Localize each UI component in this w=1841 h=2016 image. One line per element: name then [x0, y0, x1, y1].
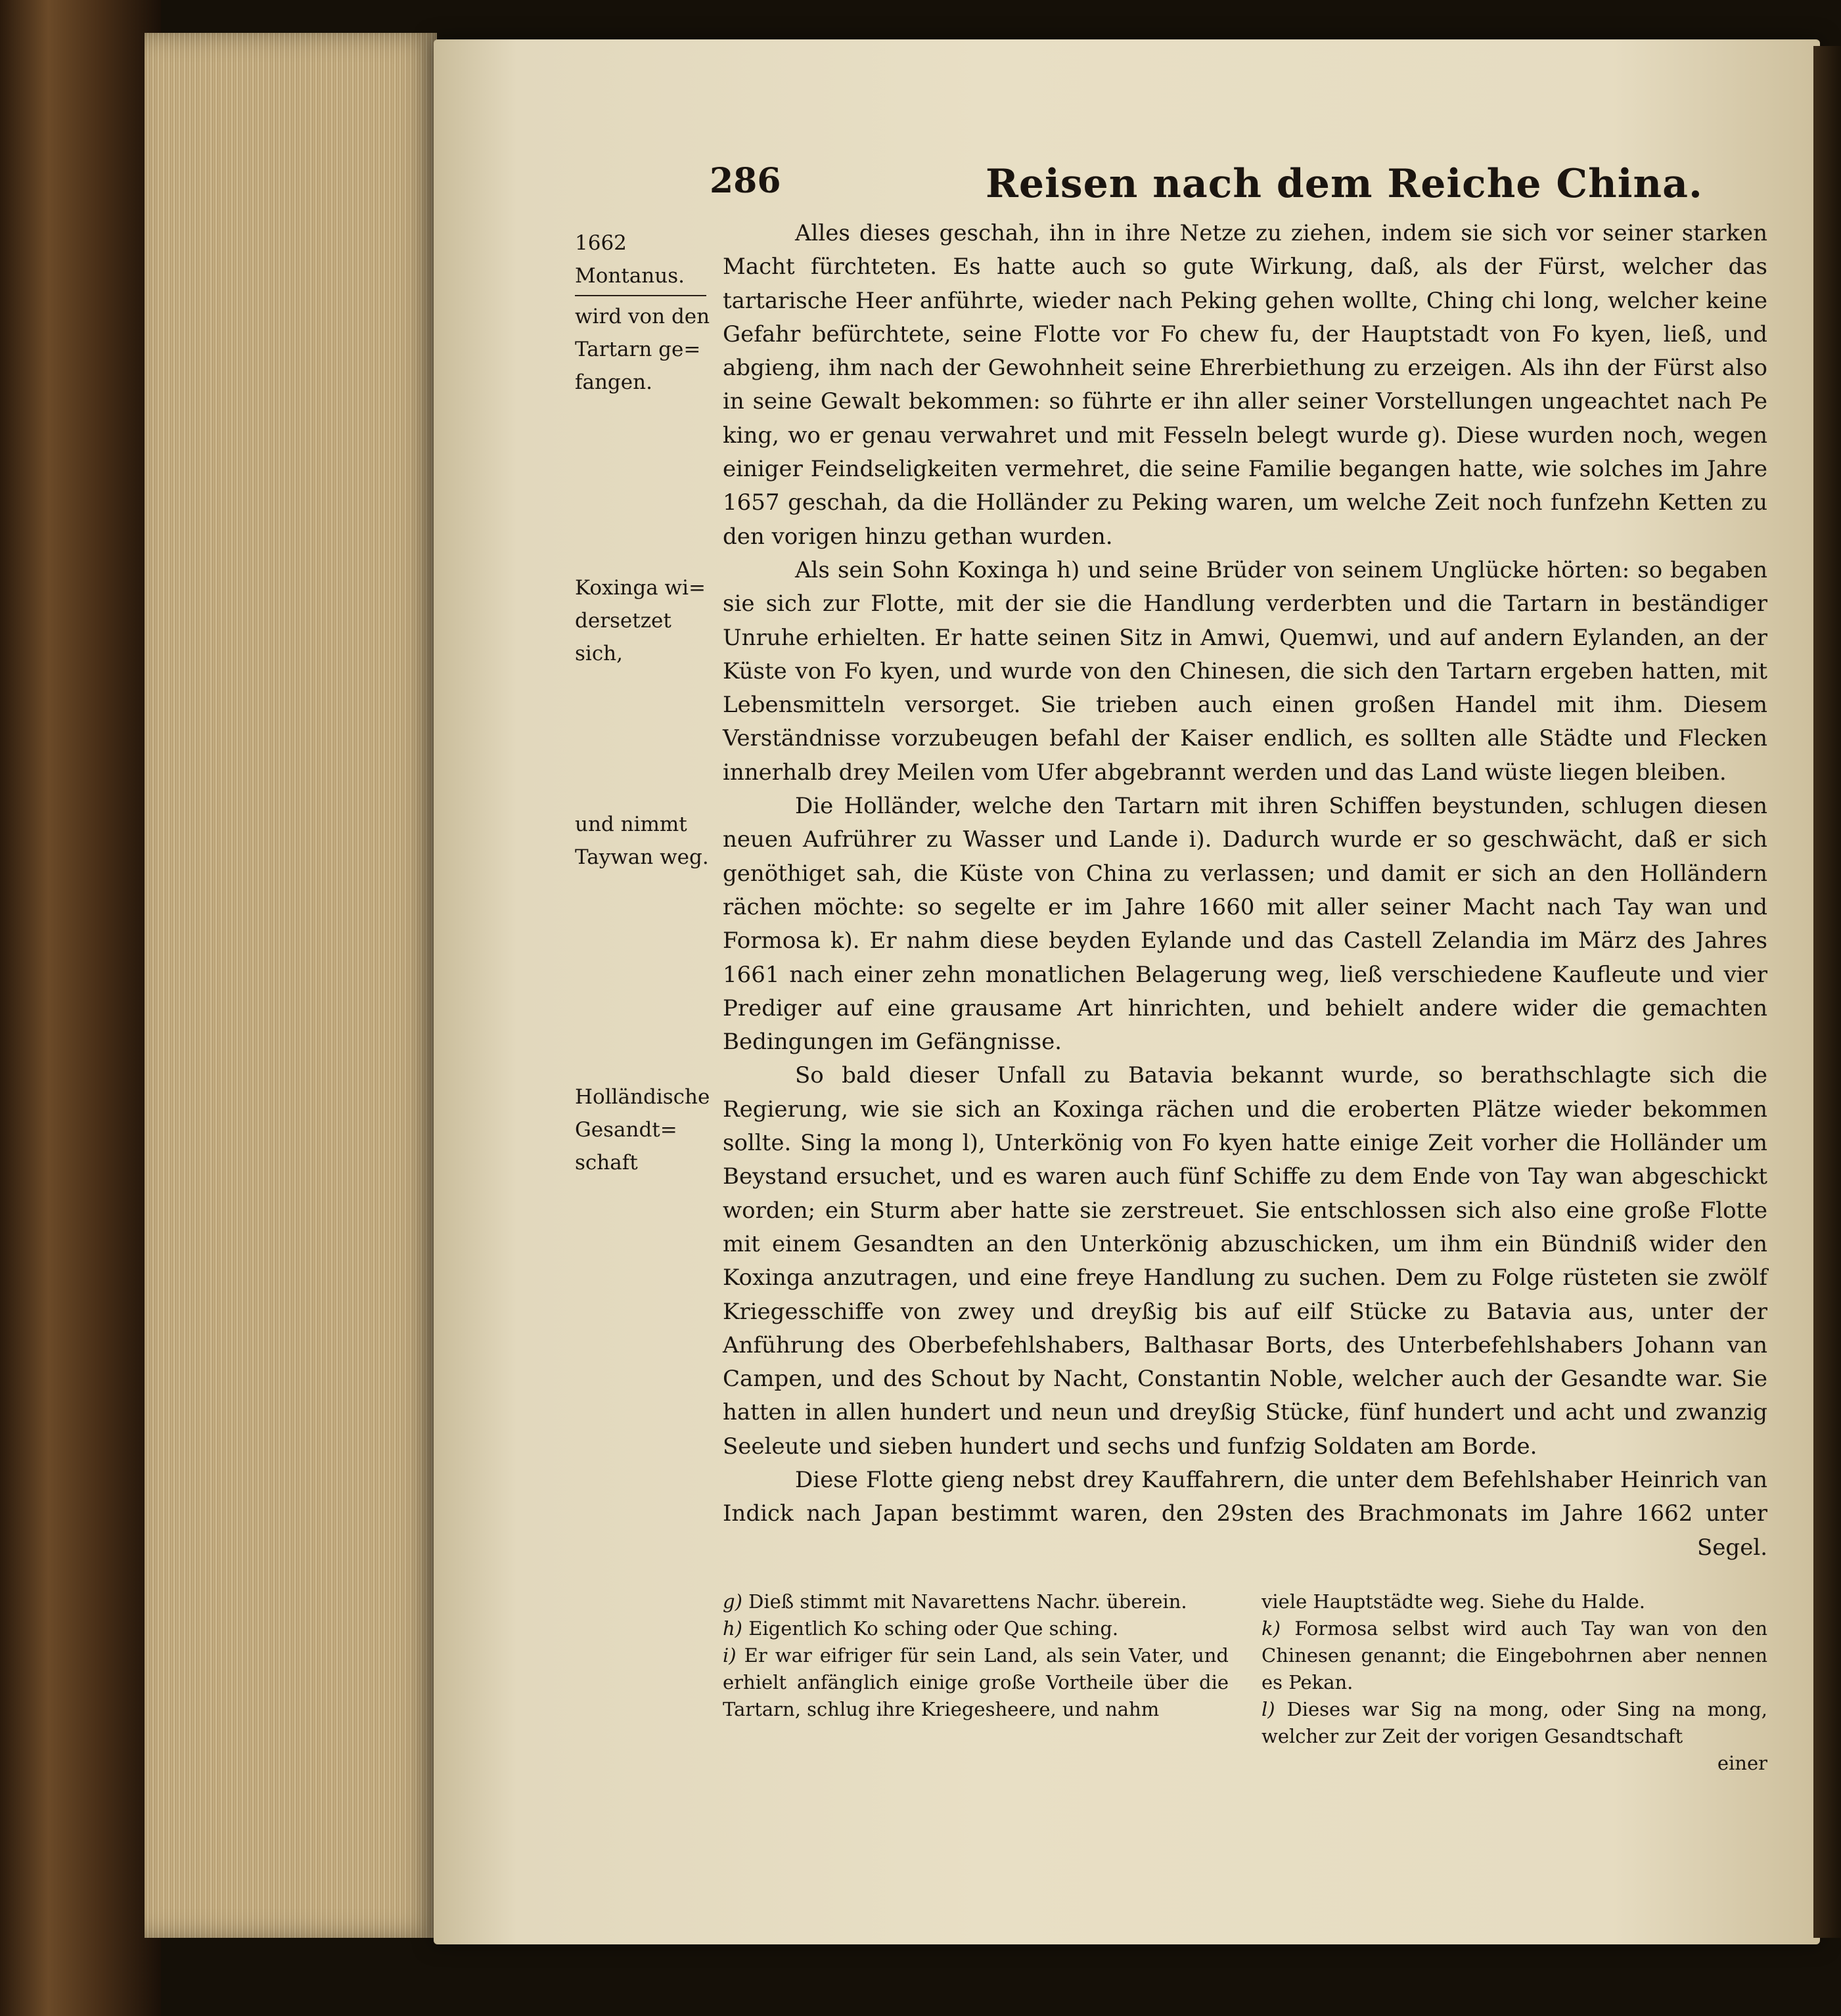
footnotes [723, 1588, 1768, 1774]
margin-note-line: wird von den [575, 305, 710, 328]
footnote-text: Er war eifriger für sein Land, als sein Vater, und erhielt anfänglich einige große Vortheile über die Tartarn, schlug ihre Kriegesheere, und nahm [723, 1644, 1229, 1720]
margin-note-taywan [575, 808, 713, 874]
catchword: einer [1717, 1752, 1767, 1774]
margin-note-line: Montanus. [575, 264, 685, 288]
margin-note-line: Taywan weg. [575, 845, 709, 869]
margin-divider [575, 295, 706, 296]
margin-note-line: Gesandt= [575, 1118, 677, 1142]
margin-note-line: fangen. [575, 370, 652, 394]
footnotes-right-column [1261, 1588, 1767, 1777]
facing-page-edge [1813, 46, 1841, 1938]
margin-note-line: schaft [575, 1151, 638, 1175]
margin-note-line: dersetzet sich, [575, 609, 671, 665]
margin-note-embassy [575, 1081, 713, 1179]
margin-note-koxinga [575, 571, 713, 670]
paragraph: Als sein Sohn Koxinga h) und seine Brüder von seinem Unglücke hörten: so begaben sie sich zur Flotte, mit der sie die Handlung verderbten und die Tartarn in beständiger Unruhe erhielten. Er hatte seinen Sitz in Amwi, Quemwi, und auf andern Eylanden, an der Küste von Fo kyen, und wurde von den Chinesen, die sich den Tartarn ergeben hatten, mit Lebensmitteln versorget. Sie trieben auch einen großen Handel mit ihm. Diesem Verständnisse vorzubeugen befahl der Kaiser endlich, es sollten alle Städte und Flecken innerhalb drey Meilen vom Ufer abgebrannt werden und das Land wüste liegen bleiben. [723, 556, 1767, 786]
footnote [1261, 1696, 1767, 1750]
margin-note-line: Koxinga wi= [575, 576, 706, 600]
footnote-mark: g) [723, 1590, 742, 1613]
running-title: Reisen nach dem Reiche China. [986, 161, 1703, 207]
footnote [723, 1588, 1229, 1615]
footnotes-left-column [723, 1588, 1229, 1723]
book-spine-edge [0, 0, 161, 2016]
footnote-mark: k) [1261, 1617, 1281, 1640]
page-number: 286 [710, 161, 781, 201]
margin-note-line: 1662 [575, 231, 627, 255]
margin-note-line: Holländische [575, 1085, 710, 1109]
footnote-text: Dieß stimmt mit Navarettens Nachr. überein. [748, 1590, 1187, 1613]
footnote-mark: i) [723, 1644, 737, 1667]
margin-note-line: Tartarn ge= [575, 338, 701, 361]
main-text [723, 217, 1767, 1603]
page-block-edges [145, 33, 437, 1938]
page-header [710, 161, 1774, 213]
margin-notes [575, 227, 713, 1212]
footnote [723, 1642, 1229, 1723]
paragraph: Diese Flotte gieng nebst drey Kauffahrern, die unter dem Befehlshaber Heinrich van Indick nach Japan bestimmt waren, den 29sten des Brachmonats im Jahre 1662 unter Segel. [723, 1466, 1767, 1561]
footnote-text: Eigentlich Ko sching oder Que sching. [748, 1617, 1119, 1640]
footnote-text: viele Hauptstädte weg. Siehe du Halde. [1261, 1590, 1645, 1613]
footnote [1261, 1588, 1767, 1615]
margin-note-line: und nimmt [575, 813, 687, 836]
margin-note-captured [575, 300, 713, 399]
paragraph: Die Holländer, welche den Tartarn mit ihren Schiffen beystunden, schlugen diesen neuen Aufrührer zu Wasser und Lande i). Dadurch wurde er so geschwächt, daß er sich genöthiget sah, die Küste von China zu verlassen; und damit er sich an den Holländern rächen möchte: so segelte er im Jahre 1660 mit aller seiner Macht nach Tay wan und Formosa k). Er nahm diese beyden Eylande und das Castell Zelandia im März des Jahres 1661 nach einer zehn monatlichen Belagerung weg, ließ verschiedene Kaufleute und vier Prediger auf eine grausame Art hinrichten, und behielt andere wider die gemachten Bedingungen im Gefängnisse. [723, 793, 1767, 1056]
footnote-text: Dieses war Sig na mong, oder Sing na mong, welcher zur Zeit der vorigen Gesandtschaft [1261, 1698, 1768, 1747]
margin-note-year [575, 227, 713, 300]
footnote [723, 1615, 1229, 1642]
footnote [1261, 1615, 1767, 1696]
footnote-mark: h) [723, 1617, 742, 1640]
paragraph: Alles dieses geschah, ihn in ihre Netze zu ziehen, indem sie sich vor seiner starken Macht fürchteten. Es hatte auch so gute Wirkung, daß, als der Fürst, welcher das tartarische Heer anführte, wieder nach Peking gehen wollte, Ching chi long, welcher keine Gefahr befürchtete, seine Flotte vor Fo chew fu, der Hauptstadt von Fo kyen, ließ, und abgieng, ihm nach der Gewohnheit seine Ehrerbiethung zu erzeigen. Als ihn der Fürst also in seine Gewalt bekommen: so führte er ihn aller seiner Vorstellungen ungeachtet nach Pe king, wo er genau verwahret und mit Fesseln belegt wurde g). Diese wurden noch, wegen einiger Feindseligkeiten vermehret, die seine Familie begangen hatte, wie solches im Jahre 1657 geschah, da die Holländer zu Peking waren, um welche Zeit noch funfzehn Ketten zu den vorigen hinzu gethan wurden. [723, 220, 1767, 550]
paragraph: So bald dieser Unfall zu Batavia bekannt wurde, so berathschlagte sich die Regierung, wie sie sich an Koxinga rächen und die eroberten Plätze wieder bekommen sollte. Sing la mong l), Unterkönig von Fo kyen hatte einige Zeit vorher die Holländer um Beystand ersuchet, und es waren auch fünf Schiffe zu dem Ende von Tay wan abgeschickt worden; ein Sturm aber hatte sie zerstreuet. Sie entschlossen sich also eine große Flotte mit einem Gesandten an den Unterkönig abzuschicken, um ihm ein Bündniß wider den Koxinga anzutragen, und eine freye Handlung zu suchen. Dem zu Folge rüsteten sie zwölf Kriegesschiffe von zwey und dreyßig bis auf eilf Stücke zu Batavia aus, unter der Anführung des Oberbefehlshabers, Balthasar Borts, des Unterbefehlshabers Johann van Campen, und des Schout by Nacht, Constantin Noble, welcher auch der Gesandte war. Sie hatten in allen hundert und neun und dreyßig Stücke, fünf hundert und acht und zwanzig Seeleute und sieben hundert und sechs und funfzig Soldaten am Borde. [723, 1062, 1767, 1460]
footnote-text: Formosa selbst wird auch Tay wan von den Chinesen genannt; die Eingebohrnen aber nennen es Pekan. [1261, 1617, 1768, 1693]
footnote-mark: l) [1261, 1698, 1275, 1720]
